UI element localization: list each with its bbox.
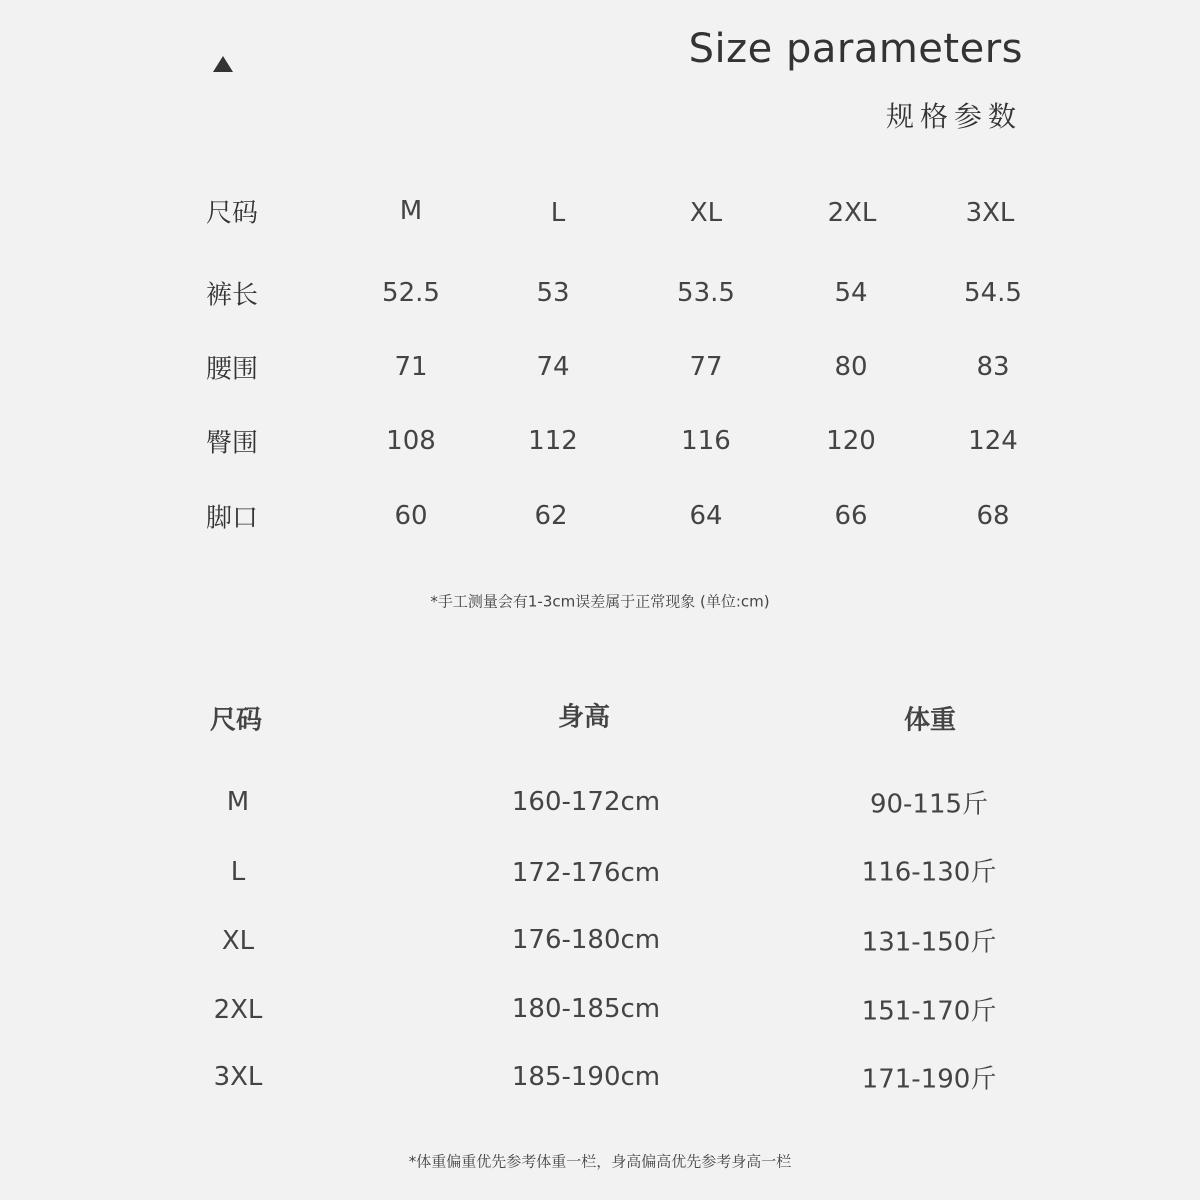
table-cell: 77 — [689, 352, 723, 382]
table-cell: 112 — [528, 426, 578, 456]
height-cell: 176-180cm — [511, 925, 661, 955]
page-subtitle: 规格参数 — [885, 100, 1022, 133]
weight-cell: 90-115斤 — [869, 789, 989, 820]
page-title: Size parameters — [688, 26, 1023, 72]
weight-cell: 151-170斤 — [861, 996, 997, 1027]
weight-cell: 171-190斤 — [861, 1064, 997, 1095]
table-cell: 53.5 — [677, 278, 735, 308]
column-header-weight: 体重 — [903, 705, 957, 736]
height-cell: 180-185cm — [511, 994, 661, 1024]
row-label: 裤长 — [206, 280, 259, 311]
height-cell: 172-176cm — [511, 858, 661, 888]
table-cell: 74 — [536, 352, 570, 382]
table-cell: 60 — [394, 501, 428, 531]
size-cell: XL — [221, 926, 255, 956]
table-cell: 116 — [681, 426, 731, 456]
table-cell: 68 — [976, 501, 1010, 531]
row-label: 臀围 — [206, 428, 259, 459]
table-cell: 108 — [386, 426, 436, 456]
table-cell: 62 — [534, 501, 568, 531]
height-cell: 160-172cm — [511, 787, 661, 817]
size-cell: 2XL — [213, 995, 263, 1025]
size-cell: L — [230, 857, 246, 887]
table-cell: 83 — [976, 352, 1010, 382]
table-cell: 53 — [536, 278, 570, 308]
row-label: 脚口 — [206, 503, 259, 534]
table-cell: 64 — [689, 501, 723, 531]
weight-cell: 116-130斤 — [861, 857, 997, 888]
column-header-size: 尺码 — [209, 705, 263, 736]
column-header-l: L — [550, 198, 566, 228]
table-cell: 54 — [834, 278, 868, 308]
height-cell: 185-190cm — [511, 1062, 661, 1092]
table-cell: 120 — [826, 426, 876, 456]
column-header-xl: XL — [689, 198, 723, 228]
measurement-note: *手工测量会有1-3cm误差属于正常现象 (单位:cm) — [430, 592, 770, 611]
size-cell: 3XL — [213, 1062, 263, 1092]
column-header-height: 身高 — [557, 702, 611, 733]
weight-cell: 131-150斤 — [861, 927, 997, 958]
table-cell: 71 — [394, 352, 428, 382]
triangle-up-icon — [213, 56, 233, 72]
column-header-2xl: 2XL — [827, 198, 877, 228]
table-cell: 80 — [834, 352, 868, 382]
row-label: 腰围 — [206, 354, 259, 385]
size-cell: M — [226, 787, 250, 817]
table-cell: 52.5 — [382, 278, 440, 308]
column-header-m: M — [399, 196, 423, 226]
table-cell: 54.5 — [964, 278, 1022, 308]
table-cell: 66 — [834, 501, 868, 531]
column-header-size: 尺码 — [206, 198, 259, 229]
recommendation-note: *体重偏重优先参考体重一栏，身高偏高优先参考身高一栏 — [408, 1152, 792, 1171]
table-cell: 124 — [968, 426, 1018, 456]
column-header-3xl: 3XL — [965, 198, 1015, 228]
